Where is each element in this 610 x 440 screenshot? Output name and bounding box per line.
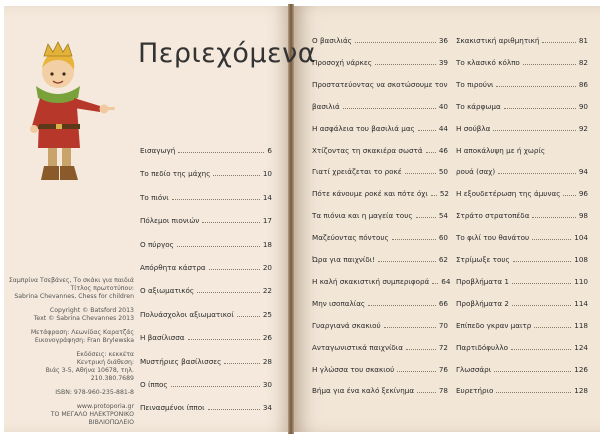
toc-entry bbox=[312, 386, 448, 395]
toc-entry bbox=[456, 299, 588, 308]
toc-entry bbox=[456, 343, 588, 352]
toc-leader-dots bbox=[493, 130, 575, 131]
toc-leader-dots bbox=[494, 371, 571, 372]
toc-column-right-2 bbox=[456, 0, 588, 440]
toc-entry bbox=[456, 36, 588, 45]
toc-entry-label: Το κάρφωμα bbox=[456, 101, 501, 111]
toc-entry bbox=[456, 146, 588, 155]
toc-entry bbox=[140, 286, 272, 295]
toc-leader-dots bbox=[512, 305, 571, 306]
imprint-line: Σαμπρίνα Τσεβάνες, Το σκάκι για παιδιά bbox=[8, 277, 134, 284]
toc-leader-dots bbox=[416, 217, 436, 218]
toc-entry bbox=[312, 321, 448, 330]
toc-leader-dots bbox=[368, 305, 436, 306]
toc-entry-label: Πόλεμοι πιονιών bbox=[140, 216, 200, 226]
toc-entry bbox=[312, 343, 448, 352]
toc-entry bbox=[312, 276, 451, 286]
toc-entry-label: Επίπεδο γκραν μαιτρ bbox=[456, 320, 532, 330]
toc-entry-label: Το πεδίο της μάχης bbox=[140, 169, 211, 179]
toc-entry-label: Στράτο στρατοπέδα bbox=[456, 211, 530, 221]
toc-entry-page: 26 bbox=[262, 333, 272, 343]
imprint-line: Εικονογράφηση: Fran Brylewska bbox=[34, 337, 134, 344]
toc-entry bbox=[312, 80, 448, 89]
toc-entry-page: 17 bbox=[262, 216, 272, 226]
toc-leader-dots bbox=[523, 64, 576, 65]
toc-entry-page: 64 bbox=[441, 276, 451, 286]
toc-entry-page: 40 bbox=[438, 101, 448, 111]
toc-entry-label: Πολυάσχολοι αξιωματικοί bbox=[140, 309, 234, 319]
toc-entry-label: Πότε κάνουμε ροκέ και πότε όχι bbox=[312, 189, 428, 199]
toc-entry-label: Η γλώσσα του σκακιού bbox=[312, 364, 395, 374]
imprint-line: Copyright © Batsford 2013 bbox=[49, 307, 134, 314]
toc-leader-dots bbox=[431, 195, 437, 196]
toc-entry bbox=[312, 36, 448, 45]
toc-entry-label: Ανταγωνιστικά παιχνίδια bbox=[312, 342, 403, 352]
toc-leader-dots bbox=[496, 392, 571, 393]
toc-entry-page: 98 bbox=[578, 211, 588, 221]
toc-entry-page: 108 bbox=[574, 255, 588, 264]
toc-leader-dots bbox=[197, 292, 260, 293]
toc-entry-page: 44 bbox=[438, 123, 448, 133]
toc-leader-dots bbox=[406, 349, 436, 350]
toc-leader-dots bbox=[532, 217, 575, 218]
toc-entry-page: 70 bbox=[438, 320, 448, 330]
toc-entry-page: 78 bbox=[438, 386, 448, 396]
toc-leader-dots bbox=[202, 222, 260, 223]
toc-entry-label: Προσοχή νάρκες bbox=[312, 57, 372, 67]
toc-entry-label: Γιατί χρειάζεται το ροκέ bbox=[312, 167, 402, 177]
toc-entry-page: 62 bbox=[438, 255, 448, 264]
toc-entry-label: Ώρα για παιχνίδι! bbox=[312, 255, 376, 264]
imprint-line: Text © Sabrina Chevannes 2013 bbox=[33, 315, 134, 322]
toc-leader-dots bbox=[188, 339, 260, 340]
toc-entry-page: 36 bbox=[438, 36, 448, 45]
toc-entry-page: 118 bbox=[574, 320, 588, 330]
toc-entry-page: 6 bbox=[267, 146, 272, 155]
toc-entry-page: 50 bbox=[438, 167, 448, 177]
toc-entry-label: Μυστήριες βασίλισσες bbox=[140, 356, 222, 366]
toc-entry-page: 128 bbox=[574, 386, 588, 396]
toc-leader-dots bbox=[418, 130, 436, 131]
toc-leader-dots bbox=[224, 363, 259, 364]
toc-entry-page: 104 bbox=[574, 233, 588, 243]
toc-entry bbox=[456, 102, 588, 111]
toc-leader-dots bbox=[213, 175, 259, 176]
toc-leader-dots bbox=[178, 152, 264, 153]
toc-entry bbox=[140, 146, 272, 155]
toc-entry bbox=[140, 310, 272, 319]
toc-entry-page: 52 bbox=[439, 189, 450, 199]
toc-entry bbox=[456, 58, 588, 67]
toc-leader-dots bbox=[209, 269, 260, 270]
toc-entry-page: 126 bbox=[574, 364, 588, 374]
toc-entry-page: 72 bbox=[438, 342, 448, 352]
imprint-block bbox=[4, 277, 134, 427]
imprint-line: Μετάφραση: Λεωνίδας Καρατζάς bbox=[30, 329, 134, 336]
toc-entry-page: 25 bbox=[262, 309, 272, 319]
toc-entry-label: Η αποκάλυψη με ή χωρίς bbox=[456, 145, 546, 155]
toc-entry bbox=[140, 380, 272, 389]
toc-leader-dots bbox=[172, 199, 260, 200]
toc-entry-label: Προβλήματα 2 bbox=[456, 298, 509, 308]
toc-entry bbox=[312, 211, 448, 220]
toc-entry bbox=[456, 233, 588, 242]
toc-leader-dots bbox=[171, 386, 260, 387]
toc-entry bbox=[456, 211, 588, 220]
toc-column-left bbox=[140, 0, 272, 440]
page-title: Περιεχόμενα bbox=[138, 38, 317, 69]
toc-leader-dots bbox=[405, 173, 436, 174]
toc-entry-label: Ο πύργος bbox=[140, 239, 174, 249]
toc-leader-dots bbox=[417, 392, 436, 393]
toc-leader-dots bbox=[534, 327, 571, 328]
toc-entry-label: Το φιλί του θανάτου bbox=[456, 233, 530, 243]
toc-entry-page: 54 bbox=[438, 211, 448, 221]
toc-entry-page: 114 bbox=[574, 298, 588, 308]
toc-entry-label: Παρτιδόφυλλο bbox=[456, 342, 509, 352]
toc-entry bbox=[312, 189, 448, 198]
toc-leader-dots bbox=[542, 42, 575, 43]
toc-leader-dots bbox=[513, 261, 572, 262]
toc-entry-page: 96 bbox=[578, 189, 588, 199]
toc-entry-page: 30 bbox=[262, 380, 272, 389]
toc-leader-dots bbox=[392, 239, 436, 240]
toc-entry-label: Σκακιστική αριθμητική bbox=[456, 36, 540, 45]
toc-entry bbox=[456, 80, 588, 89]
imprint-line: Βιάς 3-5, Αθήνα 10678, τηλ. 210.380.7689 bbox=[45, 367, 134, 382]
imprint-line: ISBN: 978-960-235-881-8 bbox=[55, 389, 134, 396]
toc-entry-page: 34 bbox=[262, 403, 272, 413]
toc-entry bbox=[312, 299, 448, 308]
toc-entry-page: 14 bbox=[262, 192, 272, 202]
toc-leader-dots bbox=[208, 409, 260, 410]
toc-entry-page: 18 bbox=[262, 239, 272, 249]
toc-leader-dots bbox=[563, 195, 575, 196]
toc-entry bbox=[456, 124, 588, 133]
imprint-line: Sabrina Chevannes, Chess for children bbox=[14, 293, 134, 300]
toc-entry bbox=[456, 321, 588, 330]
toc-entry bbox=[456, 189, 588, 198]
toc-entry bbox=[140, 333, 272, 342]
toc-entry-page: 22 bbox=[262, 286, 272, 296]
toc-entry bbox=[140, 263, 272, 272]
imprint-line: ΤΟ ΜΕΓΑΛΟ ΗΛΕΚΤΡΟΝΙΚΟ ΒΙΒΛΙΟΠΩΛΕΙΟ bbox=[50, 411, 134, 426]
toc-entry bbox=[456, 255, 588, 264]
toc-entry bbox=[312, 233, 448, 242]
toc-entry-label: Η καλή σκακιστική συμπεριφορά bbox=[312, 276, 430, 286]
toc-entry-page: 86 bbox=[578, 79, 588, 89]
toc-entry-label: Τα πιόνια και η μαγεία τους bbox=[312, 211, 413, 221]
imprint-line: Κεντρική διάθεση: bbox=[76, 359, 134, 366]
toc-entry-label: Προβλήματα 1 bbox=[456, 276, 509, 286]
toc-entry-label: Στρίμωξε τους bbox=[456, 255, 510, 264]
toc-entry-label: Το κλασικό κόλπο bbox=[456, 57, 520, 67]
toc-entry-page: 124 bbox=[574, 342, 588, 352]
toc-entry-page: 81 bbox=[578, 36, 588, 45]
toc-entry-page: 94 bbox=[578, 167, 588, 177]
toc-entry-label: Βήμα για ένα καλό ξεκίνημα bbox=[312, 386, 415, 396]
toc-entry bbox=[456, 386, 588, 395]
toc-leader-dots bbox=[532, 239, 571, 240]
toc-entry bbox=[140, 240, 272, 249]
toc-entry bbox=[312, 167, 448, 176]
toc-entry-label: Χτίζοντας τη σκακιέρα σωστά bbox=[312, 145, 423, 155]
toc-entry-page: 76 bbox=[438, 364, 448, 374]
toc-entry bbox=[456, 365, 588, 374]
toc-entry bbox=[140, 216, 272, 225]
toc-entry-label: Ο αξιωματικός bbox=[140, 286, 195, 296]
toc-entry-label: Το πιρούνι bbox=[456, 79, 494, 89]
toc-leader-dots bbox=[512, 283, 571, 284]
toc-entry bbox=[312, 58, 448, 67]
toc-entry bbox=[140, 357, 272, 366]
toc-entry bbox=[456, 167, 588, 176]
toc-column-right-1 bbox=[312, 0, 451, 440]
toc-entry-page: 82 bbox=[578, 57, 588, 67]
toc-entry-label: Μην ισοπαλίας bbox=[312, 298, 366, 308]
toc-leader-dots bbox=[511, 349, 571, 350]
toc-leader-dots bbox=[504, 108, 576, 109]
toc-entry-label: Η σούβλα bbox=[456, 123, 491, 133]
toc-entry-page: 110 bbox=[574, 276, 588, 286]
toc-entry bbox=[140, 169, 272, 178]
toc-leader-dots bbox=[177, 246, 260, 247]
toc-leader-dots bbox=[426, 152, 436, 153]
toc-entry bbox=[140, 403, 272, 412]
toc-entry-label: ρουά (σαχ) bbox=[456, 167, 496, 177]
toc-leader-dots bbox=[397, 371, 436, 372]
toc-entry-page: 92 bbox=[578, 123, 588, 133]
imprint-line: Εκδόσεις: κεκκέτα bbox=[76, 351, 134, 358]
toc-entry-label: Εισαγωγή bbox=[140, 146, 176, 155]
toc-entry-label: Απόρθητα κάστρα bbox=[140, 263, 206, 272]
toc-entry-label: Προστατεύοντας να σκοτώσουμε τον bbox=[312, 79, 448, 89]
toc-entry-label: Ο βασιλιάς bbox=[312, 36, 352, 45]
toc-leader-dots bbox=[498, 173, 576, 174]
toc-entry bbox=[312, 365, 448, 374]
toc-entry-label: Γυαργιανά σκακιού bbox=[312, 320, 381, 330]
toc-entry-label: Γλωσσάρι bbox=[456, 364, 492, 374]
toc-entry-page: 66 bbox=[438, 298, 448, 308]
imprint-line: Τίτλος πρωτοτύπου: bbox=[70, 285, 134, 292]
toc-leader-dots bbox=[432, 283, 438, 284]
toc-entry-page: 28 bbox=[262, 356, 272, 366]
toc-entry-label: Ευρετήριο bbox=[456, 386, 494, 396]
toc-entry bbox=[312, 146, 448, 155]
boy-pointing-illustration bbox=[18, 36, 118, 186]
toc-entry-label: Η εξουδετέρωση της άμυνας bbox=[456, 189, 561, 199]
toc-entry-label: Το πιόνι bbox=[140, 192, 169, 202]
toc-entry-page: 46 bbox=[438, 145, 448, 155]
toc-entry-page: 60 bbox=[438, 233, 448, 243]
toc-entry-label: Πεινασμένοι ίπποι bbox=[140, 403, 205, 413]
toc-entry bbox=[312, 124, 448, 133]
toc-leader-dots bbox=[384, 327, 436, 328]
toc-entry-page: 39 bbox=[438, 57, 448, 67]
toc-entry-label: Η ασφάλεια του βασιλιά μας bbox=[312, 123, 415, 133]
toc-entry-label: Μαζεύοντας πόντους bbox=[312, 233, 389, 243]
toc-leader-dots bbox=[378, 261, 436, 262]
toc-entry-label: Ο ίππος bbox=[140, 380, 168, 389]
toc-entry bbox=[312, 255, 448, 264]
toc-entry bbox=[140, 193, 272, 202]
toc-entry bbox=[456, 277, 588, 286]
imprint-line: www.protoporia.gr bbox=[76, 403, 134, 410]
toc-leader-dots bbox=[343, 108, 436, 109]
toc-leader-dots bbox=[237, 316, 260, 317]
toc-entry-page: 90 bbox=[578, 101, 588, 111]
toc-entry-label: βασιλιά bbox=[312, 101, 340, 111]
toc-entry-page: 10 bbox=[262, 169, 272, 179]
toc-entry bbox=[312, 102, 448, 111]
toc-leader-dots bbox=[496, 86, 575, 87]
toc-leader-dots bbox=[375, 64, 436, 65]
toc-entry-page: 20 bbox=[262, 263, 272, 272]
toc-entry-label: Η βασίλισσα bbox=[140, 333, 185, 343]
toc-leader-dots bbox=[355, 42, 436, 43]
